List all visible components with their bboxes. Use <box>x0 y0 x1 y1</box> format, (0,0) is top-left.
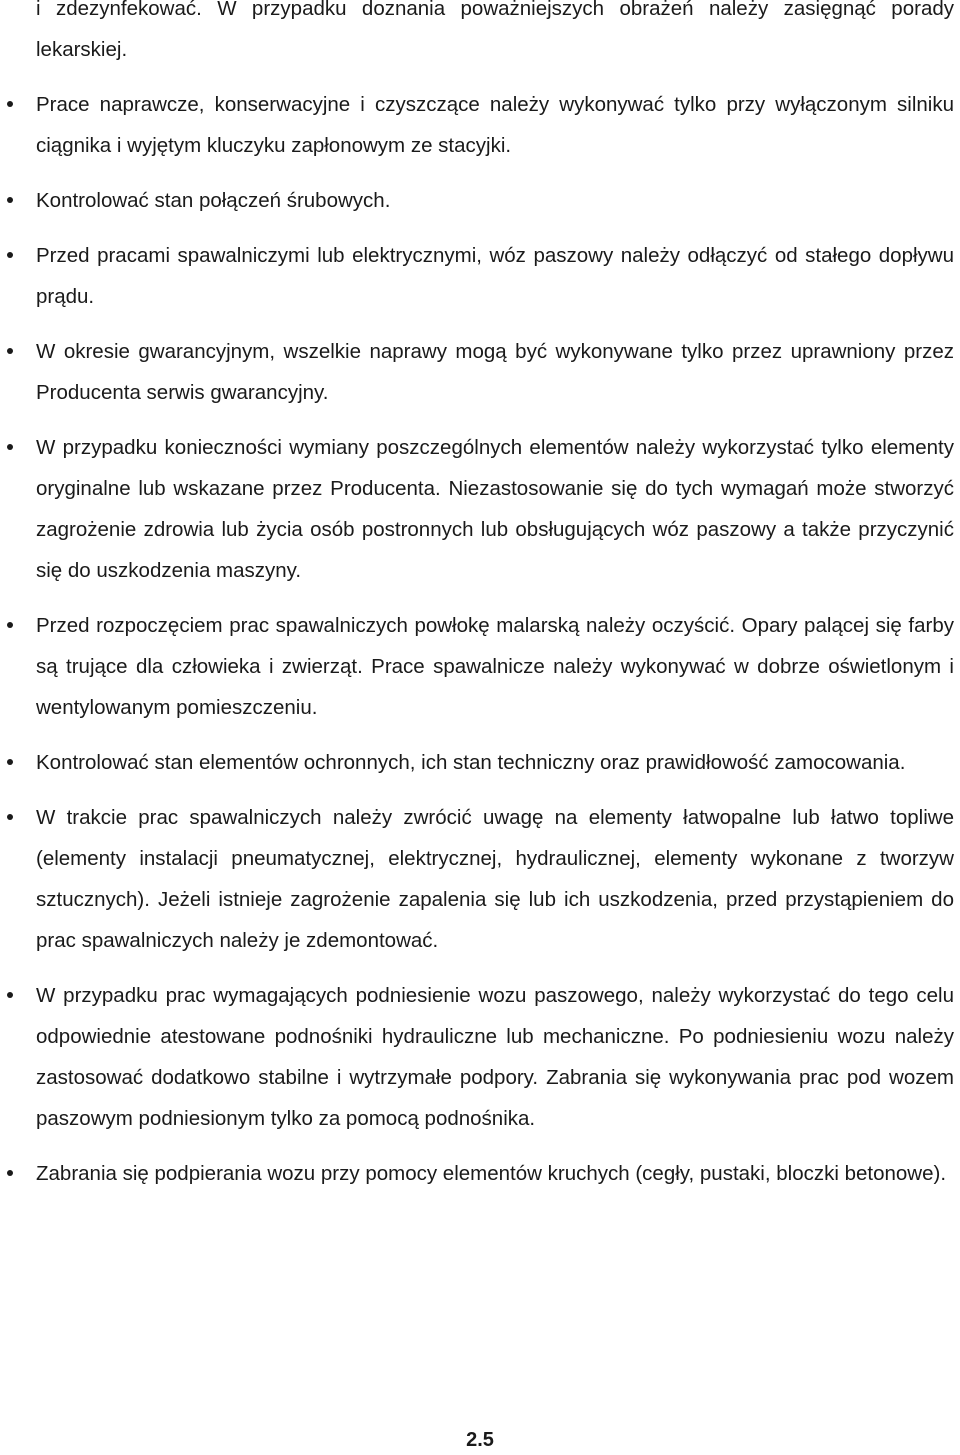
continuation-paragraph: i zdezynfekować. W przypadku doznania poważniejszych obrażeń należy zasięgnąć porady lekarskiej. <box>36 0 954 61</box>
list-item: Przed rozpoczęciem prac spawalniczych powłokę malarską należy oczyścić. Opary palącej się farby są trujące dla człowieka i zwierząt. Prace spawalnicze należy wykonywać w dobrze oświetlonym i wentylowanym pomieszczeniu. <box>36 605 954 728</box>
page-number: 2.5 <box>466 1429 494 1451</box>
body-text <box>36 0 954 1208</box>
list-item: Kontrolować stan połączeń śrubowych. <box>36 180 954 221</box>
list-item: W przypadku prac wymagających podniesienie wozu paszowego, należy wykorzystać do tego celu odpowiednie atestowane podnośniki hydrauliczne lub mechaniczne. Po podniesieniu wozu należy zastosować dodatkowo stabilne i wytrzymałe podpory. Zabrania się wykonywania prac pod wozem paszowym podniesionym tylko za pomocą podnośnika. <box>36 975 954 1139</box>
list-item: Zabrania się podpierania wozu przy pomocy elementów kruchych (cegły, pustaki, bloczki betonowe). <box>36 1153 954 1194</box>
list-item: Przed pracami spawalniczymi lub elektrycznymi, wóz paszowy należy odłączyć od stałego dopływu prądu. <box>36 235 954 317</box>
list-item: W trakcie prac spawalniczych należy zwrócić uwagę na elementy łatwopalne lub łatwo topliwe (elementy instalacji pneumatycznej, elektrycznej, hydraulicznej, elementy wykonane z tworzyw sztucznych). Jeżeli istnieje zagrożenie zapalenia się lub ich uszkodzenia, przed przystąpieniem do prac spawalniczych należy je zdemontować. <box>36 797 954 961</box>
list-item: W przypadku konieczności wymiany poszczególnych elementów należy wykorzystać tylko elementy oryginalne lub wskazane przez Producenta. Niezastosowanie się do tych wymagań może stworzyć zagrożenie zdrowia lub życia osób postronnych lub obsługujących wóz paszowy a także przyczynić się do uszkodzenia maszyny. <box>36 427 954 591</box>
list-item: W okresie gwarancyjnym, wszelkie naprawy mogą być wykonywane tylko przez uprawniony przez Producenta serwis gwarancyjny. <box>36 331 954 413</box>
list-item: Prace naprawcze, konserwacyjne i czyszczące należy wykonywać tylko przy wyłączonym silniku ciągnika i wyjętym kluczyku zapłonowym ze stacyjki. <box>36 84 954 166</box>
list-item: Kontrolować stan elementów ochronnych, ich stan techniczny oraz prawidłowość zamocowania. <box>36 742 954 783</box>
safety-instructions-list <box>36 84 954 1194</box>
